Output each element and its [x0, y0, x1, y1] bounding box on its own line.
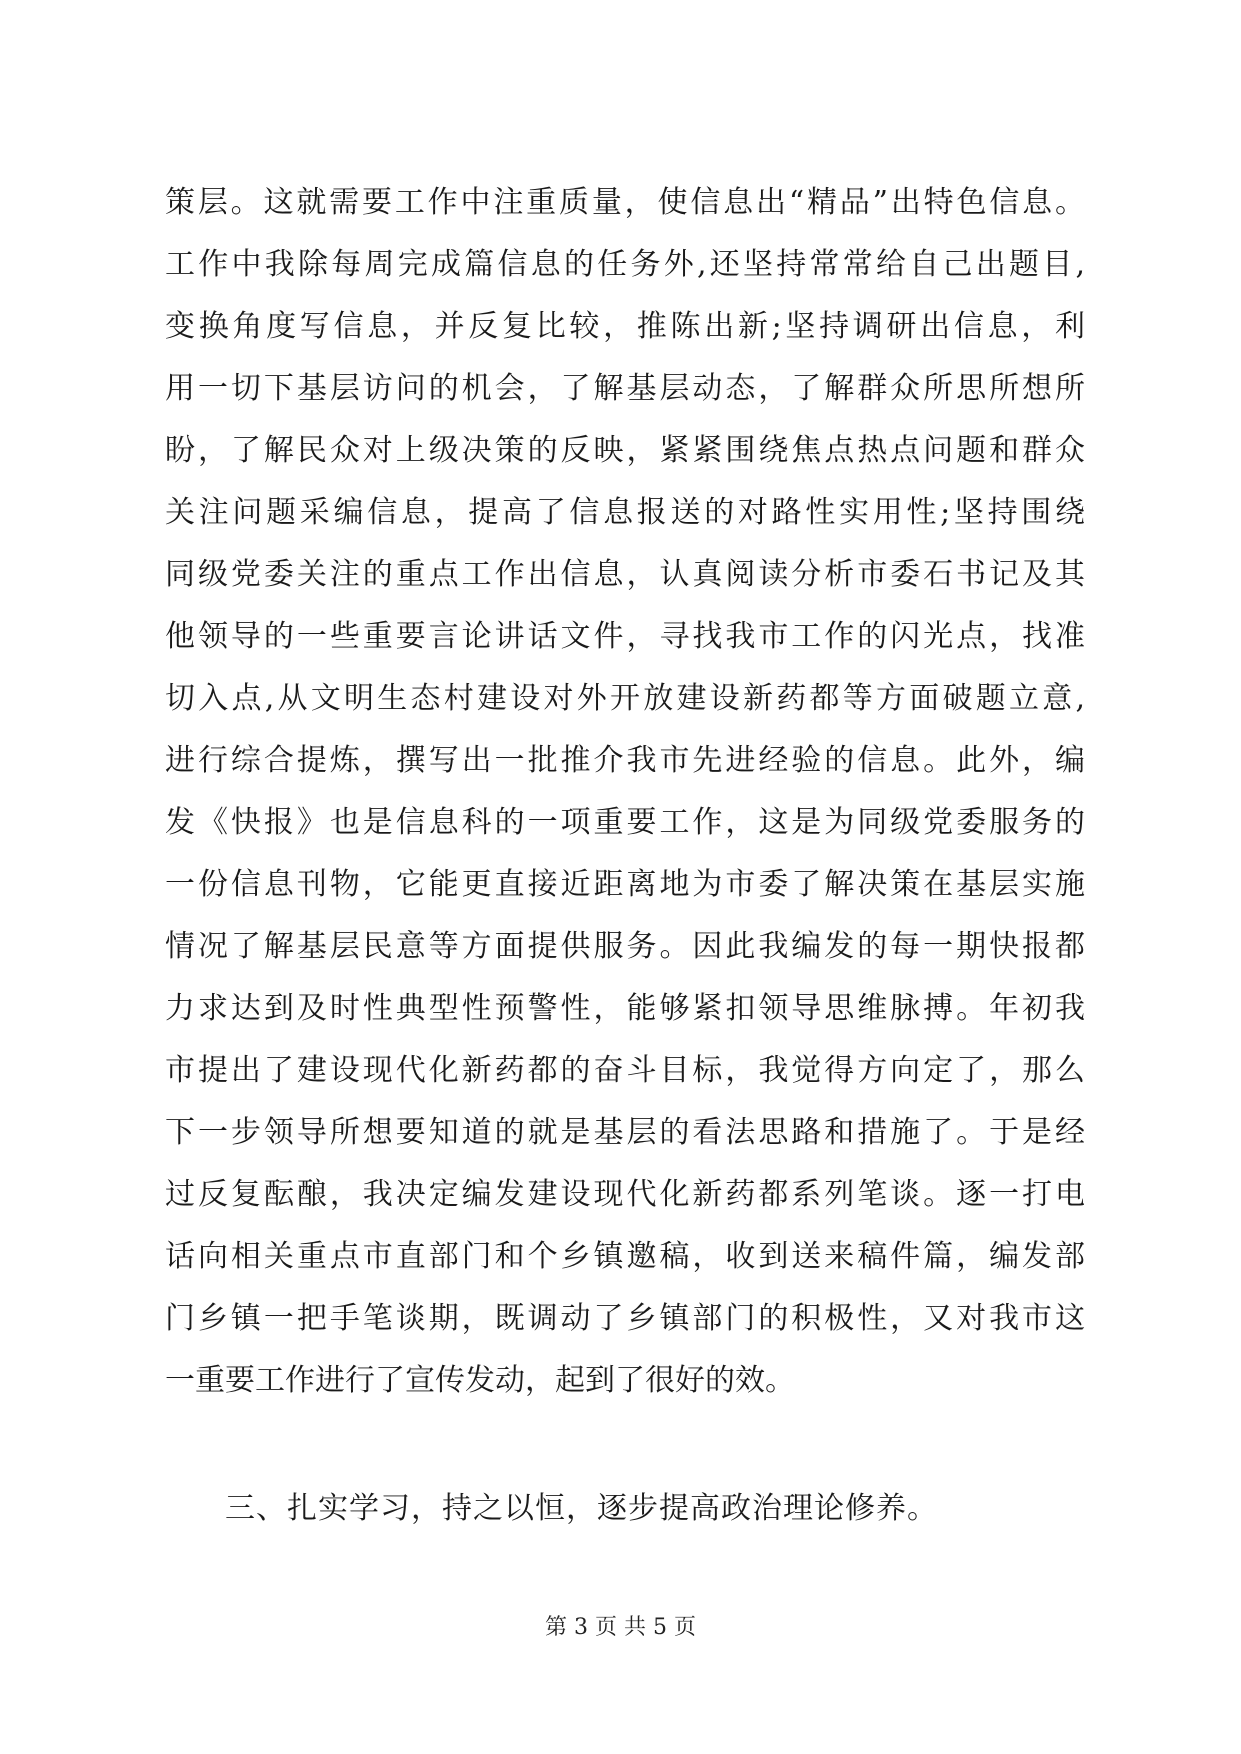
page-footer: 第 3 页 共 5 页	[545, 1615, 696, 1640]
text-line: 市提出了建设现代化新药都的奋斗目标，我觉得方向定了，那么	[165, 1053, 1085, 1088]
text-line: 工作中我除每周完成篇信息的任务外,还坚持常常给自己出题目,	[165, 247, 1085, 282]
text-line: 情况了解基层民意等方面提供服务。因此我编发的每一期快报都	[165, 929, 1085, 964]
text-line: 力求达到及时性典型性预警性，能够紧扣领导思维脉搏。年初我	[165, 991, 1085, 1026]
text-line: 变换角度写信息，并反复比较，推陈出新;坚持调研出信息，利	[165, 309, 1085, 344]
text-line: 用一切下基层访问的机会，了解基层动态，了解群众所思所想所	[165, 371, 1085, 406]
text-line: 下一步领导所想要知道的就是基层的看法思路和措施了。于是经	[165, 1115, 1085, 1150]
text-line: 盼，了解民众对上级决策的反映，紧紧围绕焦点热点问题和群众	[165, 433, 1085, 468]
text-line: 发《快报》也是信息科的一项重要工作，这是为同级党委服务的	[165, 805, 1085, 840]
body-paragraph	[165, 172, 1085, 1412]
text-line: 进行综合提炼，撰写出一批推介我市先进经验的信息。此外，编	[165, 743, 1085, 778]
text-line: 话向相关重点市直部门和个乡镇邀稿，收到送来稿件篇，编发部	[165, 1239, 1085, 1274]
section-heading: 三、扎实学习，持之以恒，逐步提高政治理论修养。	[225, 1491, 938, 1526]
text-line: 策层。这就需要工作中注重质量，使信息出“精品”出特色信息。	[165, 185, 1085, 220]
text-line: 一份信息刊物，它能更直接近距离地为市委了解决策在基层实施	[165, 867, 1085, 902]
text-line: 切入点,从文明生态村建设对外开放建设新药都等方面破题立意,	[165, 681, 1085, 716]
text-line: 一重要工作进行了宣传发动，起到了很好的效。	[165, 1363, 795, 1398]
text-line: 过反复酝酿，我决定编发建设现代化新药都系列笔谈。逐一打电	[165, 1177, 1085, 1212]
text-line: 关注问题采编信息，提高了信息报送的对路性实用性;坚持围绕	[165, 495, 1085, 530]
text-line: 同级党委关注的重点工作出信息，认真阅读分析市委石书记及其	[165, 557, 1085, 592]
text-line: 门乡镇一把手笔谈期，既调动了乡镇部门的积极性，又对我市这	[165, 1301, 1085, 1336]
text-line: 他领导的一些重要言论讲话文件，寻找我市工作的闪光点，找准	[165, 619, 1085, 654]
